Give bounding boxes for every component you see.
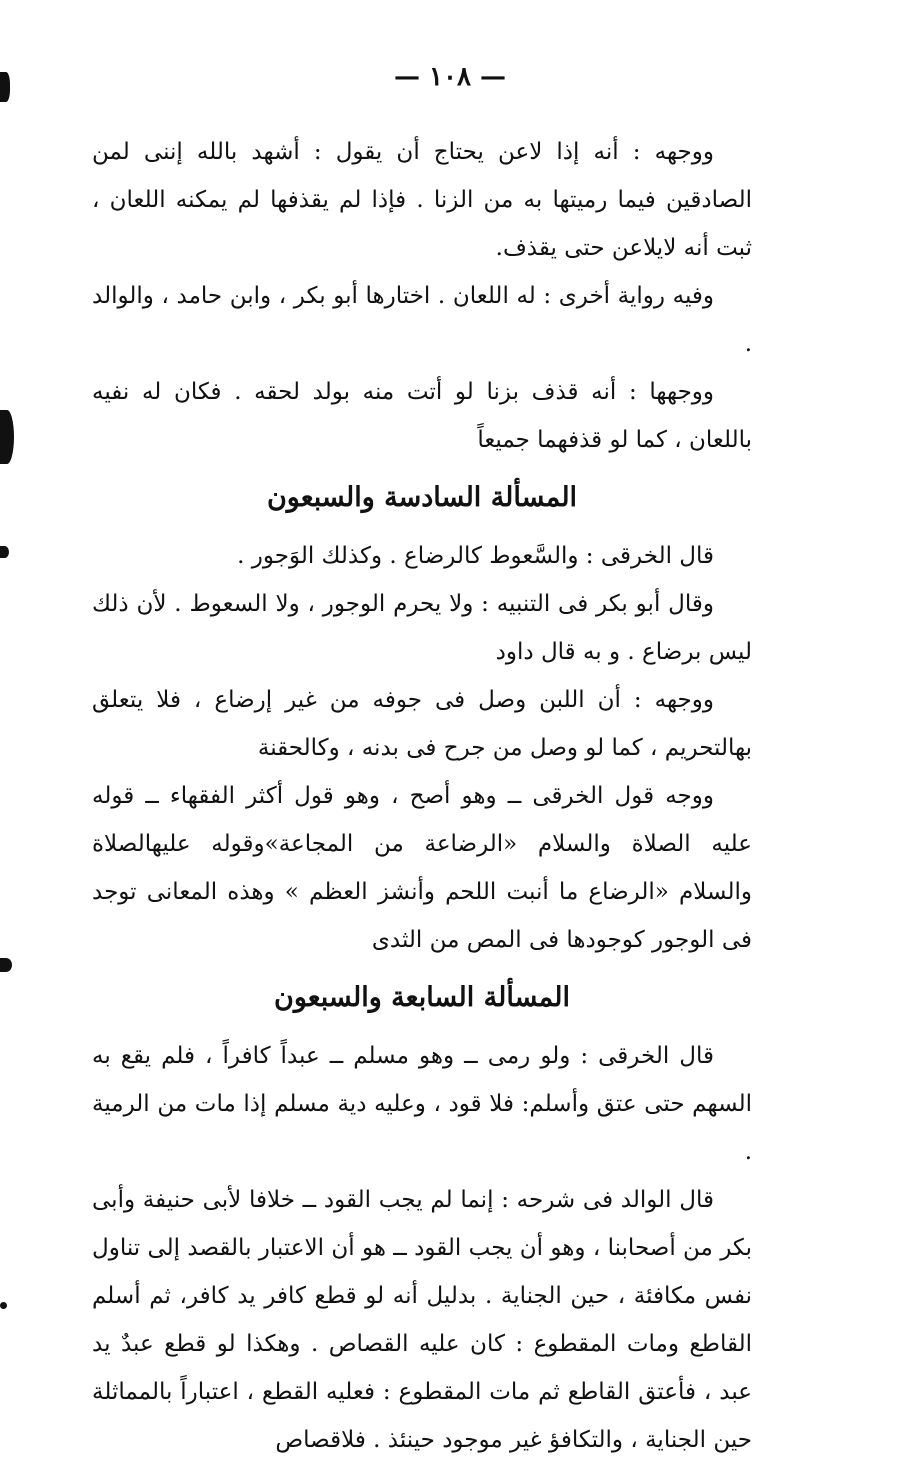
page-edge-mark (0, 410, 14, 464)
section-heading: المسألة السادسة والسبعون (266, 482, 578, 513)
page-edge-mark (0, 958, 12, 972)
paragraph: قال الوالد فى شرحه : إنما لم يجب القود ــ خلافا لأبى حنيفة وأبى بكر من أصحابنا ، وهو أن يجب القود ــ هو أن الاعتبار بالقصد إلى تناول نفس مكافئة ، حين الجناية . بدليل أنه لو قطع كافر يد كافر، ثم أسلم القاطع ومات المقطوع : كان عليه القصاص . وهكذا لو قطع عبدٌ يد عبد ، فأعتق القاطع ثم مات المقطوع : فعليه القطع ، اعتباراً بالمماثلة حين الجناية ، والتكافؤ غير موجود حينئذ . فلاقصاص (92, 1187, 752, 1453)
paragraph: ووجهه : أن اللبن وصل فى جوفه من غير إرضاع ، فلا يتعلق بهالتحريم ، كما لو وصل من جرح فى بدنه ، وكالحقنة (92, 687, 752, 761)
section-heading: المسألة السابعة والسبعون (273, 982, 570, 1013)
paragraph: قال الخرقى : والسَّعوط كالرضاع . وكذلك الوَجور . (237, 543, 714, 569)
paragraph: ووجه قول الخرقى ــ وهو أصح ، وهو قول أكثر الفقهاء ــ قوله عليه الصلاة والسلام «الرضاعة من المجاعة»وقوله عليهالصلاة والسلام «الرضاع ما أنبت اللحم وأنشز العظم » وهذه المعانى توجد فى الوجور كوجودها فى المص من الثدى (92, 783, 752, 953)
page-edge-mark (0, 1302, 7, 1309)
page-edge-mark (0, 546, 9, 558)
paragraph: وقال أبو بكر فى التنبيه : ولا يحرم الوجور ، ولا السعوط . لأن ذلك ليس برضاع . و به قال داود (92, 591, 752, 665)
page-number: — ١٠٨ — (393, 62, 507, 92)
document-body (92, 128, 752, 1464)
paragraph: ووجهه : أنه إذا لاعن يحتاج أن يقول : أشهد بالله إننى لمن الصادقين فيما رميتها به من الزنا . فإذا لم يقذفها لم يمكنه اللعان ، ثبت أنه لايلاعن حتى يقذف. (92, 139, 752, 261)
paragraph: وفيه رواية أخرى : له اللعان . اختارها أبو بكر ، وابن حامد ، والوالد . (92, 283, 752, 357)
paragraph: قال الخرقى : ولو رمى ــ وهو مسلم ــ عبداً كافراً ، فلم يقع به السهم حتى عتق وأسلم: فلا قود ، وعليه دية مسلم إذا مات من الرمية . (92, 1043, 752, 1165)
paragraph: ووجهها : أنه قذف بزنا لو أتت منه بولد لحقه . فكان له نفيه باللعان ، كما لو قذفهما جميعاً (92, 379, 752, 453)
